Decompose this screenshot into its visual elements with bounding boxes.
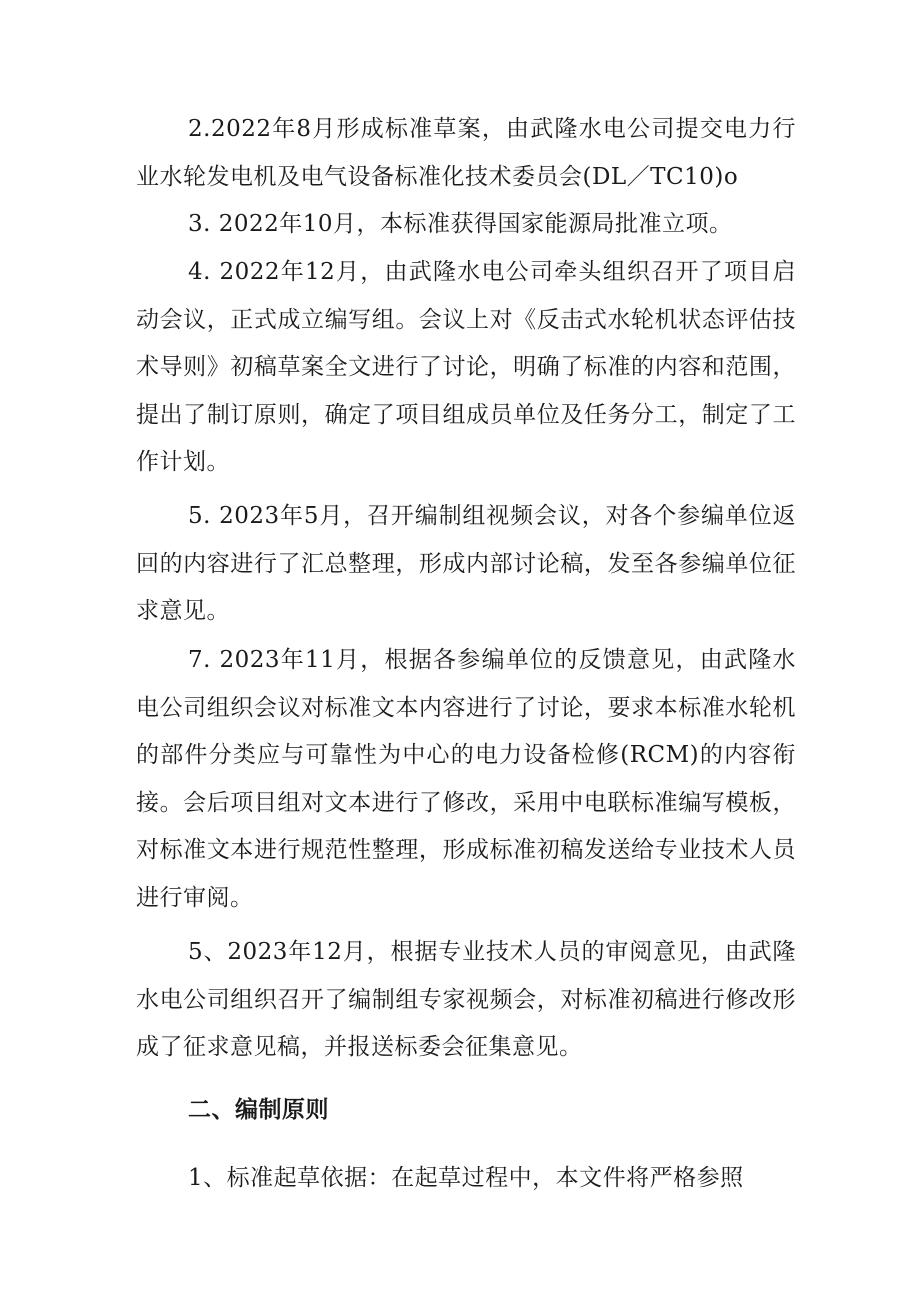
section-heading: 二、编制原则 [188,1097,329,1123]
paragraph-step-3: 3. 2022年10月，本标准获得国家能源局批准立项。 [188,211,733,237]
paragraph-step-4: 4. 2022年12月，由武隆水电公司牵头组织召开了项目启动会议，正式成立编写组。会议上对《反击式水轮机状态评估技术导则》初稿草案全文进行了讨论，明确了标准的内容和范围，提出了制订原则，确定了项目组成员单位及任务分工，制定了工作计划。 [136,259,796,475]
paragraph-step-7: 7. 2023年11月，根据各参编单位的反馈意见，由武隆水电公司组织会议对标准文本内容进行了讨论，要求本标准水轮机的部件分类应与可靠性为中心的电力设备检修(RCM)的内容衔接。会后项目组对文本进行了修改，采用中电联标准编写模板，对标准文本进行规范性整理，形成标准初稿发送给专业技术人员进行审阅。 [136,647,796,911]
paragraph-step-2: 2.2022年8月形成标准草案，由武隆水电公司提交电力行业水轮发电机及电气设备标准化技术委员会(DL／TC10)o [136,116,796,190]
paragraph-step-5b: 5、2023年12月，根据专业技术人员的审阅意见，由武隆水电公司组织召开了编制组专家视频会，对标准初稿进行修改形成了征求意见稿，并报送标委会征集意见。 [136,939,796,1060]
paragraph-step-5: 5. 2023年5月，召开编制组视频会议，对各个参编单位返回的内容进行了汇总整理，形成内部讨论稿，发至各参编单位征求意见。 [136,503,796,624]
paragraph-principle-1: 1、标准起草依据：在起草过程中，本文件将严格参照 [188,1165,744,1191]
